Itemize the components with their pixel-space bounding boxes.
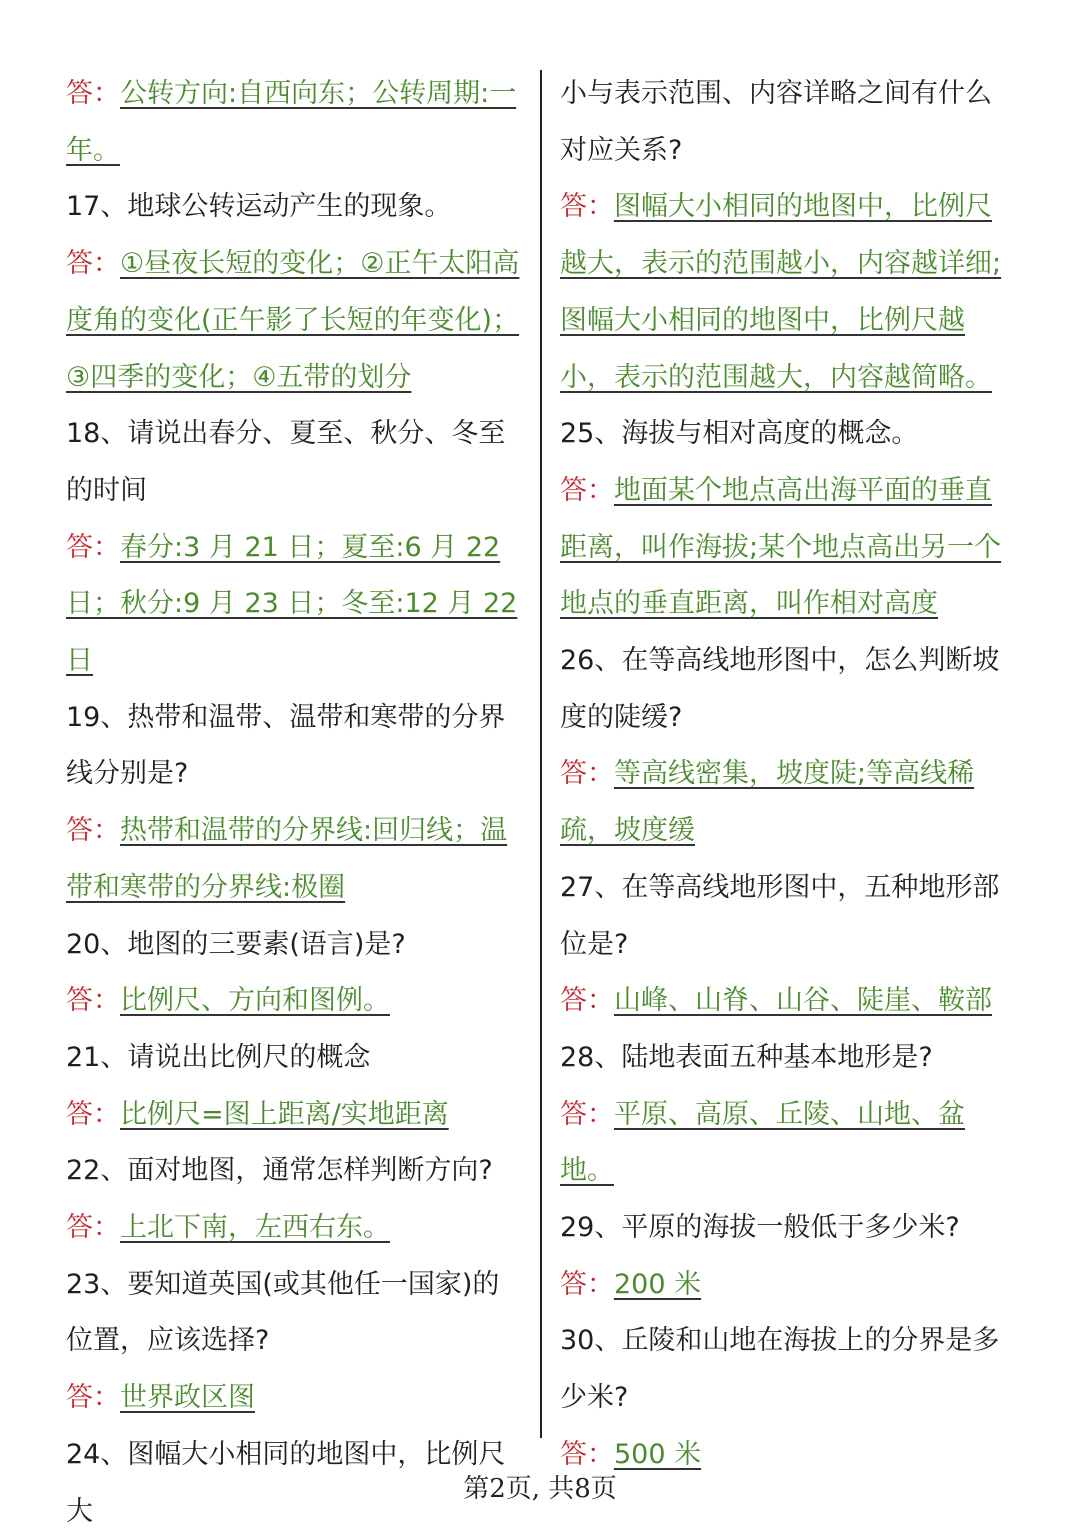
answer-text: 春分:3 月 21 日；夏至:6 月 22 日；秋分:9 月 23 日；冬至:12 月 22 日 <box>66 531 518 677</box>
answer-label: 答： <box>560 985 614 1017</box>
answer-item <box>560 463 1016 633</box>
answer-label: 答： <box>66 1098 120 1130</box>
right-column <box>560 66 1016 1484</box>
answer-label: 答： <box>66 531 120 563</box>
answer-text: ①昼夜长短的变化；②正午太阳高度角的变化(正午影了长短的年变化)；③四季的变化；④五带的划分 <box>66 248 520 393</box>
answer-item <box>66 236 522 406</box>
question-item <box>560 406 1016 463</box>
question-text: 小与表示范围、内容详略之间有什么对应关系? <box>560 78 992 166</box>
answer-item <box>66 1200 522 1257</box>
question-item <box>560 633 1016 746</box>
question-item <box>66 1030 522 1087</box>
answer-label: 答： <box>560 1438 614 1470</box>
answer-label: 答： <box>66 1382 120 1414</box>
answer-item <box>66 520 522 690</box>
question-item <box>66 406 522 519</box>
question-item <box>66 1257 522 1370</box>
question-text: 24、图幅大小相同的地图中，比例尺大 <box>66 1438 506 1527</box>
answer-item <box>560 179 1016 406</box>
answer-text: 上北下南，左西右东。 <box>120 1212 390 1244</box>
answer-label: 答： <box>560 1098 614 1130</box>
question-text: 22、面对地图，通常怎样判断方向? <box>66 1155 493 1187</box>
answer-item <box>66 803 522 916</box>
answer-label: 答： <box>560 191 614 223</box>
answer-label: 答： <box>66 1212 120 1244</box>
question-item <box>66 917 522 974</box>
question-text: 27、在等高线地形图中，五种地形部位是? <box>560 871 1000 960</box>
answer-item <box>560 1257 1016 1314</box>
question-item <box>560 66 1016 179</box>
answer-item <box>66 973 522 1030</box>
answer-item <box>560 1087 1016 1200</box>
answer-text: 世界政区图 <box>120 1382 255 1414</box>
question-text: 20、地图的三要素(语言)是? <box>66 928 406 960</box>
left-column <box>66 66 522 1540</box>
answer-item <box>66 1370 522 1427</box>
answer-text: 比例尺=图上距离/实地距离 <box>120 1098 449 1130</box>
answer-item <box>560 973 1016 1030</box>
answer-text: 500 米 <box>614 1438 702 1470</box>
answer-text: 等高线密集，坡度陡;等高线稀疏，坡度缓 <box>560 758 975 847</box>
question-text: 30、丘陵和山地在海拔上的分界是多少米? <box>560 1325 1000 1414</box>
answer-text: 公转方向:自西向东；公转周期:一年。 <box>66 78 517 166</box>
question-text: 23、要知道英国(或其他任一国家)的位置，应该选择? <box>66 1268 500 1357</box>
answer-label: 答： <box>560 474 614 506</box>
answer-label: 答： <box>66 985 120 1017</box>
answer-text: 比例尺、方向和图例。 <box>120 985 390 1017</box>
answer-item <box>66 1087 522 1144</box>
column-divider <box>540 70 542 1438</box>
question-text: 19、热带和温带、温带和寒带的分界线分别是? <box>66 701 506 790</box>
answer-text: 热带和温带的分界线:回归线；温带和寒带的分界线:极圈 <box>66 815 508 903</box>
answer-text: 平原、高原、丘陵、山地、盆地。 <box>560 1098 965 1187</box>
question-text: 26、在等高线地形图中，怎么判断坡度的陡缓? <box>560 645 1000 733</box>
question-text: 18、请说出春分、夏至、秋分、冬至的时间 <box>66 418 506 506</box>
page-footer: 第2页, 共8页 <box>463 1474 617 1504</box>
question-item <box>66 179 522 236</box>
answer-text: 200 米 <box>614 1268 702 1300</box>
answer-text: 图幅大小相同的地图中，比例尺越大，表示的范围越小，内容越详细;图幅大小相同的地图中，比例尺越小，表示的范围越大，内容越简略。 <box>560 191 1002 393</box>
question-item <box>560 1200 1016 1257</box>
answer-label: 答： <box>560 1268 614 1300</box>
answer-label: 答： <box>66 248 120 280</box>
question-item <box>66 690 522 803</box>
question-text: 29、平原的海拔一般低于多少米? <box>560 1212 960 1244</box>
question-text: 21、请说出比例尺的概念 <box>66 1041 371 1073</box>
question-item <box>560 860 1016 973</box>
question-item <box>560 1030 1016 1087</box>
answer-label: 答： <box>66 78 120 109</box>
answer-label: 答： <box>66 815 120 847</box>
answer-item <box>66 66 522 179</box>
question-text: 17、地球公转运动产生的现象。 <box>66 191 452 223</box>
question-item <box>66 1143 522 1200</box>
answer-label: 答： <box>560 758 614 790</box>
answer-text: 地面某个地点高出海平面的垂直距离，叫作海拔;某个地点高出另一个地点的垂直距离，叫作相对高度 <box>560 474 1002 620</box>
question-item <box>560 1313 1016 1426</box>
question-text: 28、陆地表面五种基本地形是? <box>560 1041 933 1073</box>
answer-text: 山峰、山脊、山谷、陡崖、鞍部 <box>614 985 992 1017</box>
question-text: 25、海拔与相对高度的概念。 <box>560 418 919 450</box>
answer-item <box>560 746 1016 859</box>
